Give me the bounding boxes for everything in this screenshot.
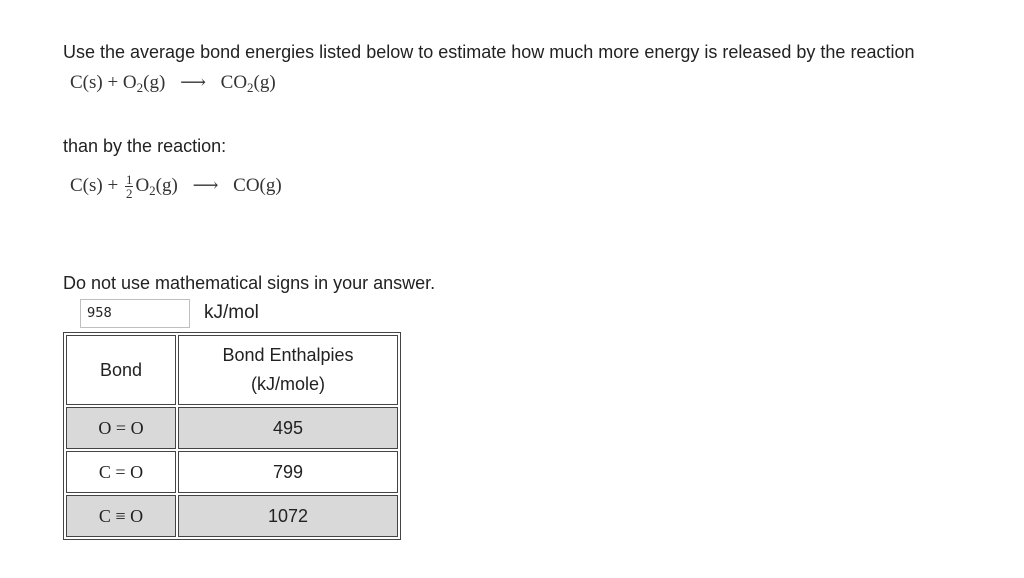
table-row: [66, 451, 398, 493]
reaction-1-phase: (g): [143, 72, 166, 93]
reaction-1-product-phase: (g): [253, 72, 276, 93]
bond-enthalpy-table: [63, 332, 401, 540]
answer-unit: kJ/mol: [204, 302, 259, 323]
table-header-row: [66, 335, 398, 405]
table-row: [66, 495, 398, 537]
reaction-2-sub: 2: [149, 182, 156, 198]
than-text: than by the reaction:: [63, 136, 227, 156]
reaction-arrow-icon: ⟶: [180, 72, 206, 92]
answer-input[interactable]: [80, 299, 190, 328]
fraction-denominator: 2: [125, 186, 133, 201]
bond-cell: C ≡ O: [66, 495, 176, 537]
reaction-2-equation: [70, 173, 282, 200]
header-enthalpy-line1: Bond Enthalpies: [222, 345, 354, 365]
instruction-text: Do not use mathematical signs in your answer.: [63, 273, 436, 293]
reaction-2-reactant: O: [135, 174, 150, 196]
table-row: [66, 407, 398, 449]
enthalpy-cell: 495: [178, 407, 398, 449]
enthalpy-cell: 799: [178, 451, 398, 493]
header-bond: Bond: [66, 335, 176, 405]
reaction-2-phase: (g): [155, 174, 178, 196]
bond-cell: C = O: [66, 451, 176, 493]
reaction-1-product-sub: 2: [247, 80, 254, 95]
reaction-2-left: C(s) +: [70, 174, 119, 196]
reaction-1-sub: 2: [136, 80, 144, 95]
reaction-2-product: CO(g): [233, 174, 282, 196]
reaction-arrow-icon: ⟶: [192, 174, 219, 195]
enthalpy-cell: 1072: [178, 495, 398, 537]
reaction-1-left: C(s) + O: [70, 72, 137, 93]
question-intro: Use the average bond energies listed below to estimate how much more energy is released by the reaction: [63, 42, 915, 62]
bond-cell: O = O: [66, 407, 176, 449]
header-enthalpy-line2: (kJ/mole): [250, 374, 325, 394]
header-enthalpy: [178, 335, 398, 405]
reaction-1-product: CO: [220, 72, 248, 93]
fraction-numerator: 1: [125, 172, 133, 187]
fraction-one-half: [125, 173, 134, 200]
reaction-1-equation: [70, 72, 276, 96]
